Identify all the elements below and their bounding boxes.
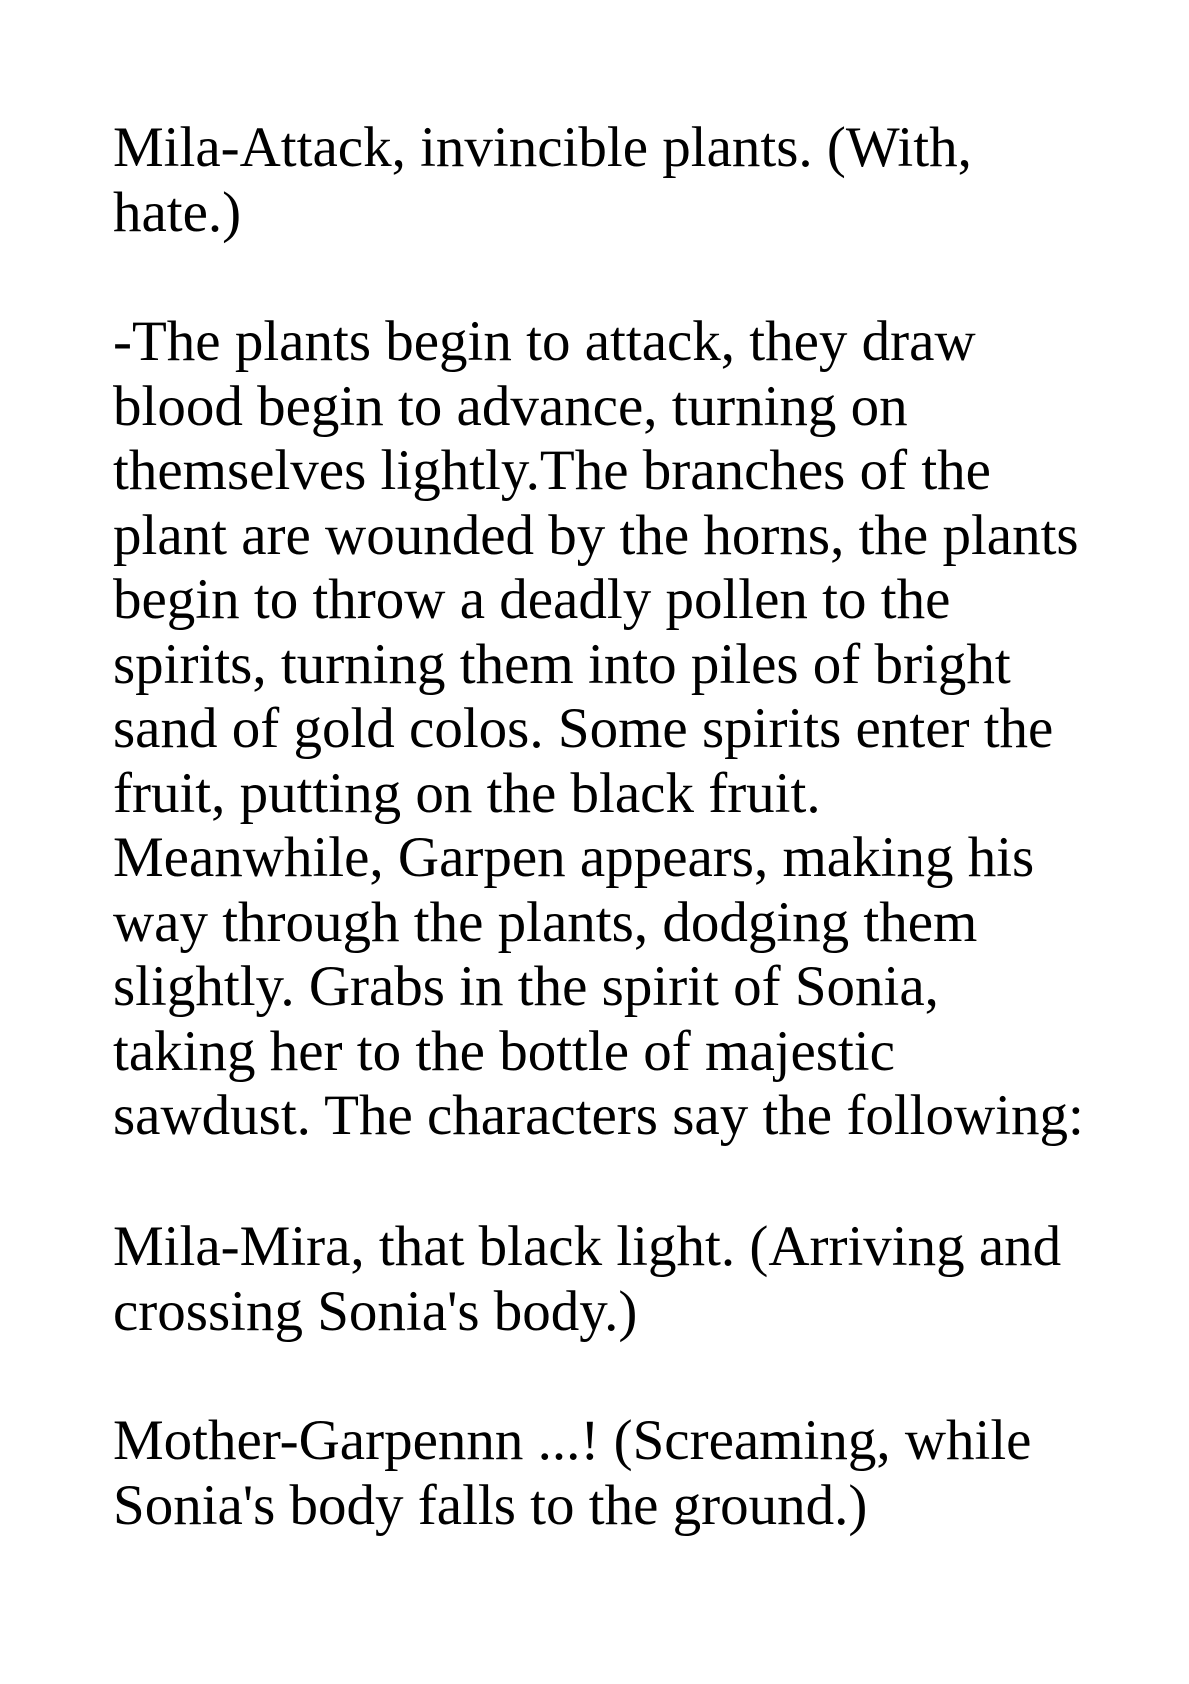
text-line: sawdust. The characters say the following:: [113, 1084, 1084, 1147]
text-line: -The plants begin to attack, they draw: [113, 310, 976, 373]
text-line: Mila-Mira, that black light. (Arriving and: [113, 1215, 1062, 1278]
text-line: fruit, putting on the black fruit.: [113, 761, 821, 825]
text-line: hate.): [113, 180, 242, 244]
text-line: themselves lightly.The branches of the: [113, 439, 991, 502]
dialogue-paragraph-mother: [113, 1409, 1123, 1538]
text-line: taking her to the bottle of majestic: [113, 1019, 895, 1083]
text-line: Mila-Attack, invincible plants. (With,: [113, 116, 972, 179]
text-line: begin to throw a deadly pollen to the: [113, 568, 951, 631]
text-line: crossing Sonia's body.): [113, 1279, 638, 1343]
text-line: Meanwhile, Garpen appears, making his: [113, 826, 1035, 889]
text-line: sand of gold colos. Some spirits enter the: [113, 697, 1054, 760]
text-line: Sonia's body falls to the ground.): [113, 1473, 868, 1537]
dialogue-paragraph-mila-mira: [113, 1215, 1123, 1344]
text-line: way through the plants, dodging them: [113, 890, 978, 954]
text-line: spirits, turning them into piles of bright: [113, 632, 1011, 696]
text-line: Mother-Garpennn ...! (Screaming, while: [113, 1409, 1032, 1472]
text-line: plant are wounded by the horns, the plants: [113, 503, 1079, 567]
dialogue-paragraph-mila-attack: [113, 116, 1123, 245]
narration-paragraph: [113, 310, 1123, 1149]
text-line: slightly. Grabs in the spirit of Sonia,: [113, 955, 939, 1018]
text-line: blood begin to advance, turning on: [113, 374, 908, 438]
